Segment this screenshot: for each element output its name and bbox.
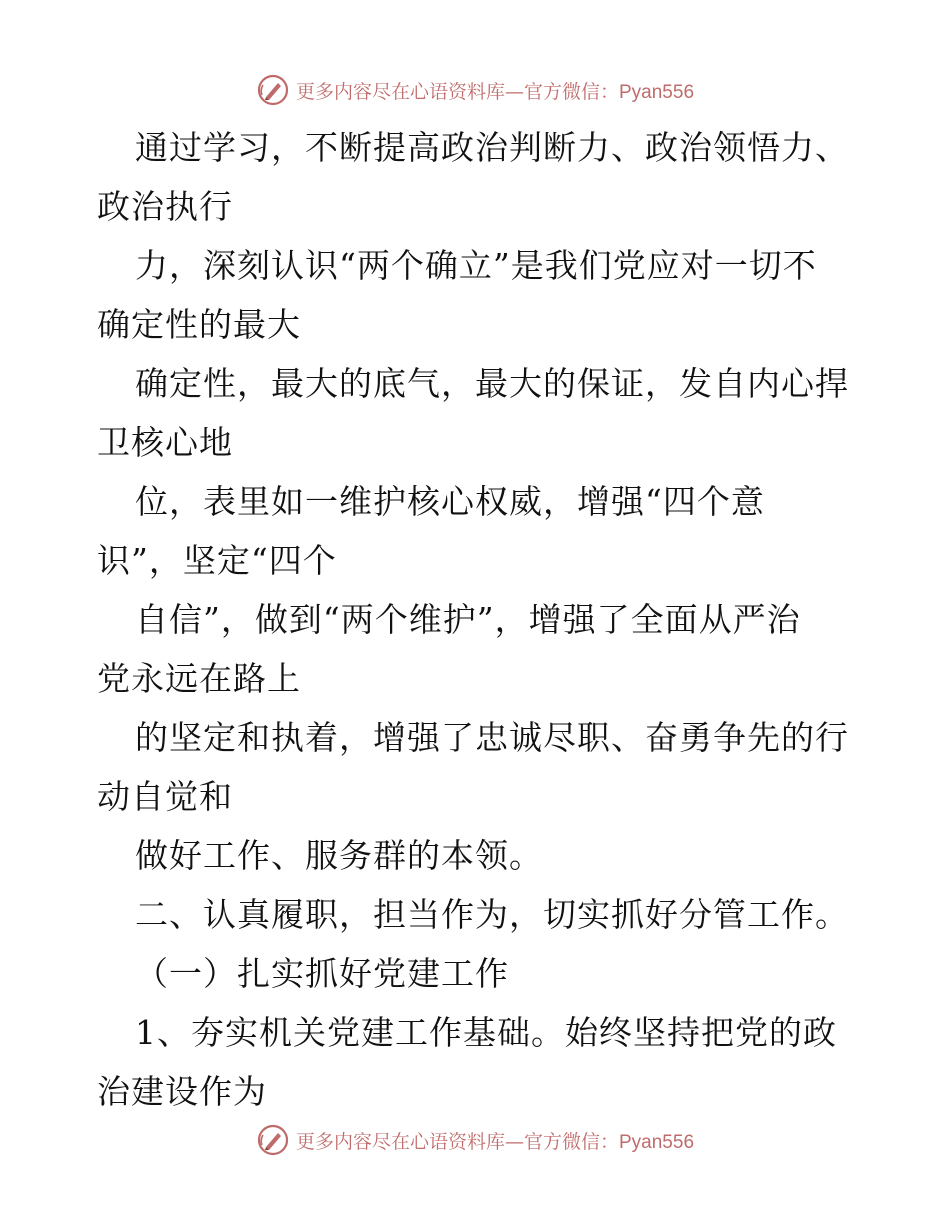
text-line: 卫核心地 [97,423,233,462]
header-banner-text: 更多内容尽在心语资料库—官方微信：Pyan556 [295,80,695,103]
text-line: 确定性的最大 [97,305,301,344]
text-line: 通过学习，不断提高政治判断力、政治领悟力、 [135,128,849,167]
text-line: 做好工作、服务群的本领。 [135,836,543,875]
section-heading: 二、认真履职，担当作为，切实抓好分管工作。 [135,895,849,934]
document-body [97,118,857,1121]
text-line: 治建设作为 [97,1072,267,1111]
text-line: 党永远在路上 [97,659,301,698]
text-line: 的坚定和执着，增强了忠诚尽职、奋勇争先的行 [135,718,849,757]
footer-banner-handle: Pyan556 [619,1131,695,1153]
text-line: 识”，坚定“四个 [97,541,337,580]
text-line: 力，深刻认识“两个确立”是我们党应对一切不 [135,246,817,285]
text-line: 位，表里如一维护核心权威，增强“四个意 [135,482,765,521]
text-line: 政治执行 [97,187,233,226]
header-banner [0,70,950,110]
subsection-heading: （一）扎实抓好党建工作 [135,954,509,993]
text-line: 动自觉和 [97,777,233,816]
text-line: 确定性，最大的底气，最大的保证，发自内心捍 [135,364,849,403]
text-line: 自信”，做到“两个维护”，增强了全面从严治 [135,600,801,639]
footer-banner-text: 更多内容尽在心语资料库—官方微信：Pyan556 [295,1130,695,1153]
pen-logo-icon [256,1123,290,1157]
text-line: 1、夯实机关党建工作基础。始终坚持把党的政 [135,1013,837,1052]
pen-logo-icon [256,73,290,107]
header-banner-handle: Pyan556 [619,81,695,103]
footer-banner [0,1120,950,1160]
